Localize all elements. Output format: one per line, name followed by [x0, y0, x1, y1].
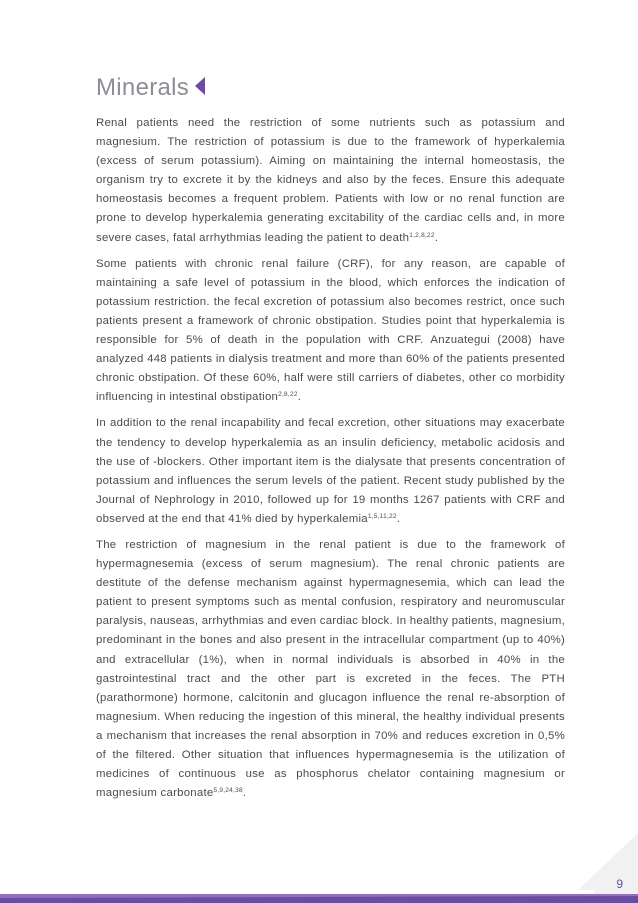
citation-superscript: 1,5,11,22: [367, 512, 397, 520]
paragraph-tail: .: [396, 512, 401, 525]
citation-superscript: 2,8,22: [278, 391, 298, 399]
paragraph-crf-potassium: [96, 255, 565, 408]
paragraph-text: In addition to the renal incapability and fecal excretion, other situations may exacerbate the tendency to develop hyperkalemia as an insulin deficiency, metabolic acidosis and the use of -blockers. Other important item is the dialysate that presents concentration of potassium and influences the serum levels of the patient. Recent study published by the Journal of Nephrology in 2010, followed up for 19 months 1267 patients with CRF and observed at the end that 41% died by hyperkalemia: [96, 417, 565, 525]
paragraph-other-situations: [96, 414, 565, 529]
corner-decoration: [578, 833, 638, 893]
section-title: Minerals: [96, 74, 190, 101]
paragraph-tail: .: [242, 787, 247, 800]
body-text: [96, 114, 565, 810]
paragraph-potassium-intro: [96, 114, 565, 248]
paragraph-magnesium: [96, 536, 565, 803]
paragraph-tail: .: [297, 391, 302, 404]
paragraph-text: Renal patients need the restriction of some nutrients such as potassium and magnesium. The restriction of potassium is due to the framework of hyperkalemia (excess of serum potassium). Aiming on maintaining the internal homeostasis, the organism try to excrete it by the kidneys and also by the feces. Ensure this adequate homeostasis becomes a frequent problem. Patients with low or no renal function are prone to develop hyperkalemia generating excitability of the cardiac cells and, in more severe cases, fatal arrhythmias leading the patient to death: [96, 117, 565, 244]
paragraph-text: The restriction of magnesium in the renal patient is due to the framework of hypermagnesemia (excess of serum magnesium). The renal chronic patients are destitute of the defense mechanism against hypermagnesemia, which can lead the patient to present symptoms such as mental confusion, respiratory and neuromuscular paralysis, nauseas, arrhythmias and even cardiac block. In healthy patients, magnesium, predominant in the bones and also present in the intracellular compartment (up to 40%) and extracellular (1%), when in normal individuals is absorbed in 40% in the gastrointestinal tract and the other part is excreted in the feces. The PTH (parathormone) hormone, calcitonin and glucagon influence the renal re-absorption of magnesium. When reducing the ingestion of this mineral, the healthy individual presents a mechanism that increases the renal absorption in 70% and reduces excretion in 0,5% of the filtered. Other situation that influences hypermagnesemia is the utilization of medicines of continuous use as phosphorus chelator containing magnesium or magnesium carbonate: [96, 538, 565, 800]
citation-superscript: 5,9,24,38: [213, 787, 243, 795]
paragraph-text: Some patients with chronic renal failure (CRF), for any reason, are capable of maintaining a safe level of potassium in the blood, which enforces the indication of potassium restriction. the fecal excretion of potassium also becomes restrict, once such patients present a framework of chronic obstipation. Studies point that hyperkalemia is responsible for 5% of death in the population with CRF. Anzuategui (2008) have analyzed 448 patients in dialysis treatment and more than 60% of the patients presented chronic obstipation. Of these 60%, half were still carriers of diabetes, other co morbidity influencing in intestinal obstipation: [96, 257, 565, 404]
footer-decorative-band: [0, 890, 638, 903]
caret-left-icon: [195, 77, 205, 100]
page-number: 9: [616, 877, 623, 891]
section-heading: [96, 74, 205, 102]
paragraph-tail: .: [434, 231, 439, 244]
citation-superscript: 1,2,8,22: [409, 231, 435, 239]
